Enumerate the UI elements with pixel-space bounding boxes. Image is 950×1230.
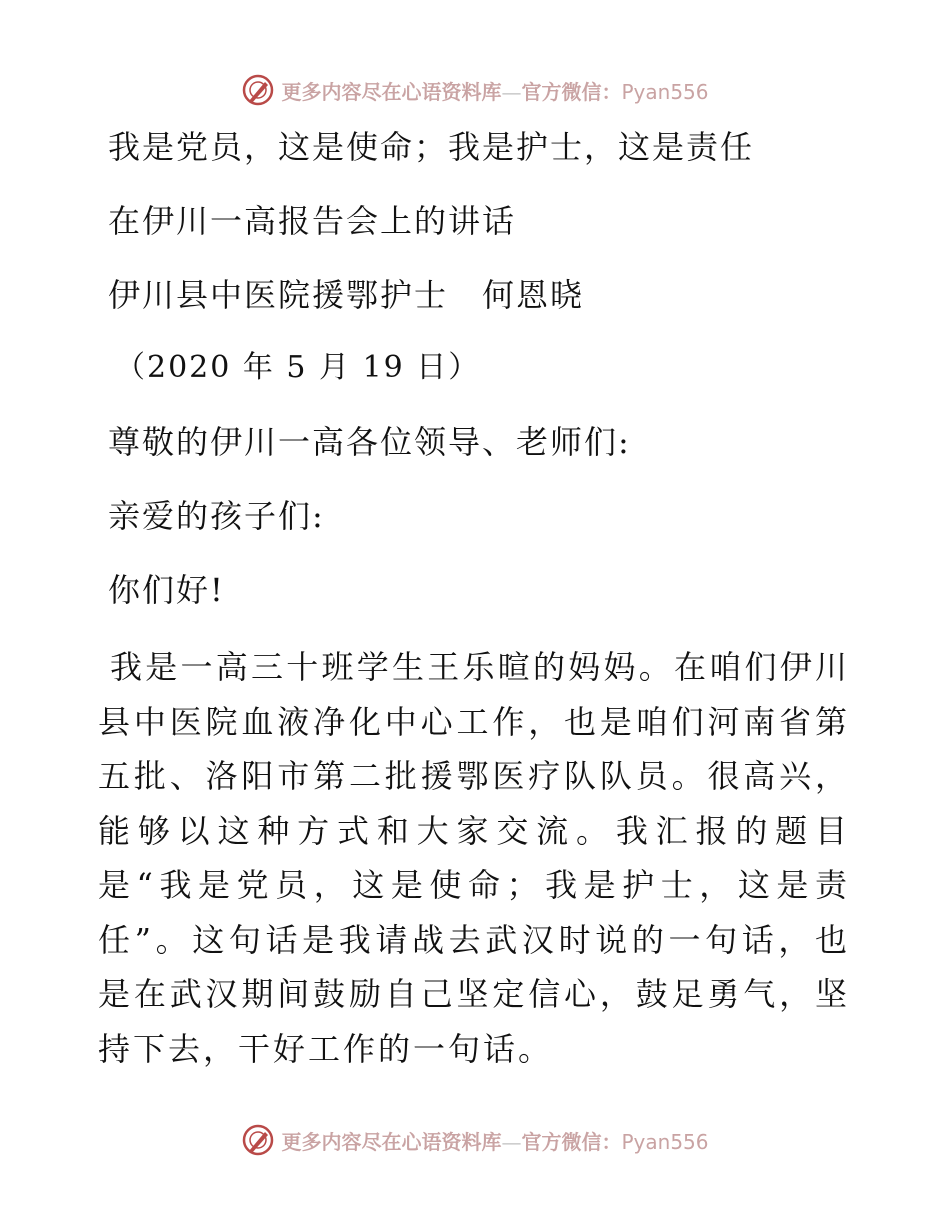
header-watermark-banner — [0, 70, 950, 110]
body-paragraph: 我是一高三十班学生王乐暄的妈妈。在咱们伊川县中医院血液净化中心工作，也是咱们河南省第五批、洛阳市第二批援鄂医疗队队员。很高兴，能够以这种方式和大家交流。我汇报的题目是“我是党员，这是使命；我是护士，这是责任”。这句话是我请战去武汉时说的一句话，也是在武汉期间鼓励自己坚定信心，鼓足勇气，坚持下去，干好工作的一句话。 — [98, 648, 850, 1068]
pen-logo-icon — [241, 73, 275, 107]
watermark-text: 更多内容尽在心语资料库—官方微信：Pyan556 — [281, 79, 709, 104]
greeting-leaders: 尊敬的伊川一高各位领导、老师们: — [108, 423, 631, 461]
footer-watermark-banner — [0, 1120, 950, 1160]
greeting-hello: 你们好! — [108, 571, 225, 609]
document-title: 我是党员，这是使命；我是护士，这是责任 — [108, 128, 755, 166]
watermark-text: 更多内容尽在心语资料库—官方微信：Pyan556 — [281, 1129, 709, 1154]
document-author: 伊川县中医院援鄂护士 何恩晓 — [108, 276, 585, 314]
document-date: （2020 年 5 月 19 日） — [115, 350, 481, 385]
greeting-children: 亲爱的孩子们: — [108, 497, 325, 535]
document-subtitle: 在伊川一高报告会上的讲话 — [108, 202, 517, 240]
pen-logo-icon — [241, 1123, 275, 1157]
